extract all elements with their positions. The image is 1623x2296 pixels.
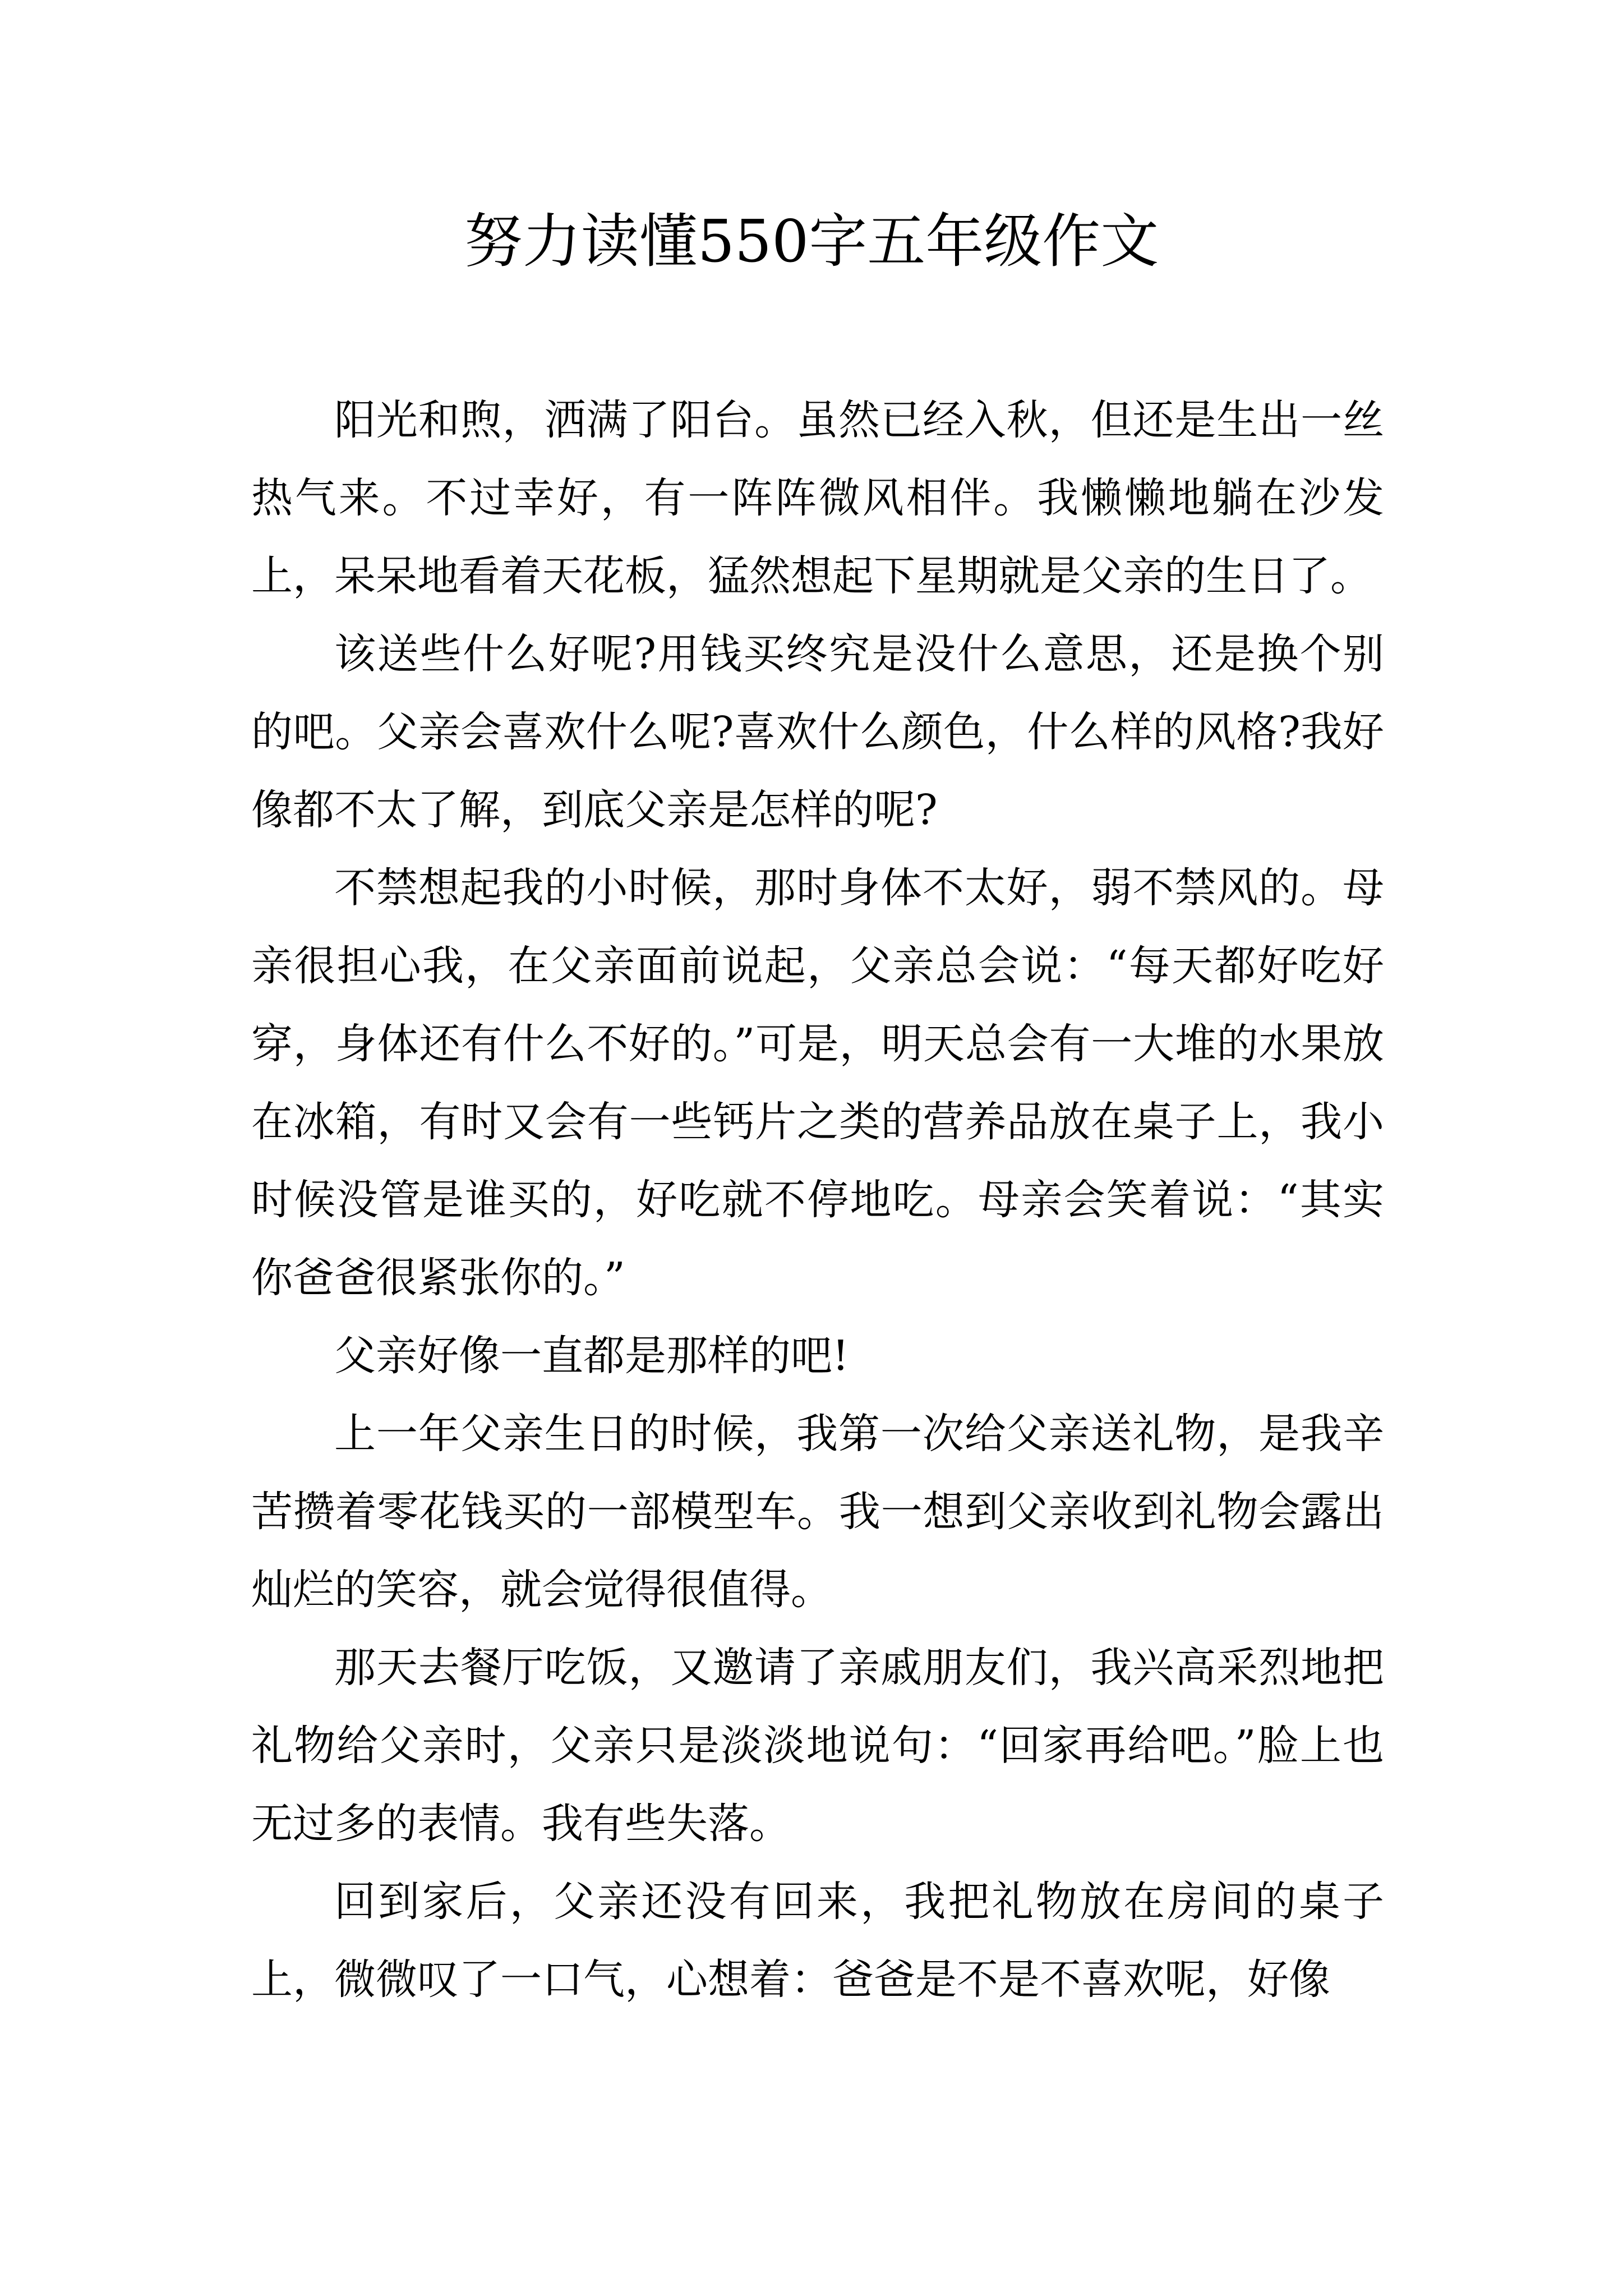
paragraph-1: 阳光和煦，洒满了阳台。虽然已经入秋，但还是生出一丝热气来。不过幸好，有一阵阵微风相伴。我懒懒地躺在沙发上，呆呆地看着天花板，猛然想起下星期就是父亲的生日了。 bbox=[251, 396, 1384, 600]
paragraph-3: 不禁想起我的小时候，那时身体不太好，弱不禁风的。母亲很担心我，在父亲面前说起，父亲总会说：“每天都好吃好穿，身体还有什么不好的。”可是，明天总会有一大堆的水果放在冰箱，有时又会有一些钙片之类的营养品放在桌子上，我小时候没管是谁买的，好吃就不停地吃。母亲会笑着说：“其实你爸爸很紧张你的。” bbox=[251, 864, 1384, 1302]
paragraph-7: 回到家后，父亲还没有回来，我把礼物放在房间的桌子上，微微叹了一口气，心想着：爸爸是不是不喜欢呢，好像 bbox=[251, 1878, 1384, 2004]
paragraph-4: 父亲好像一直都是那样的吧! bbox=[334, 1332, 849, 1380]
essay-body bbox=[251, 381, 1384, 2019]
paragraph-6: 那天去餐厅吃饭，又邀请了亲戚朋友们，我兴高采烈地把礼物给父亲时，父亲只是淡淡地说句：“回家再给吧。”脸上也无过多的表情。我有些失落。 bbox=[251, 1644, 1384, 1848]
paragraph-5: 上一年父亲生日的时候，我第一次给父亲送礼物，是我辛苦攒着零花钱买的一部模型车。我一想到父亲收到礼物会露出灿烂的笑容，就会觉得很值得。 bbox=[251, 1410, 1384, 1614]
paragraph-2: 该送些什么好呢?用钱买终究是没什么意思，还是换个别的吧。父亲会喜欢什么呢?喜欢什么颜色，什么样的风格?我好像都不太了解，到底父亲是怎样的呢? bbox=[251, 630, 1384, 834]
page-title: 努力读懂550字五年级作文 bbox=[464, 207, 1159, 275]
